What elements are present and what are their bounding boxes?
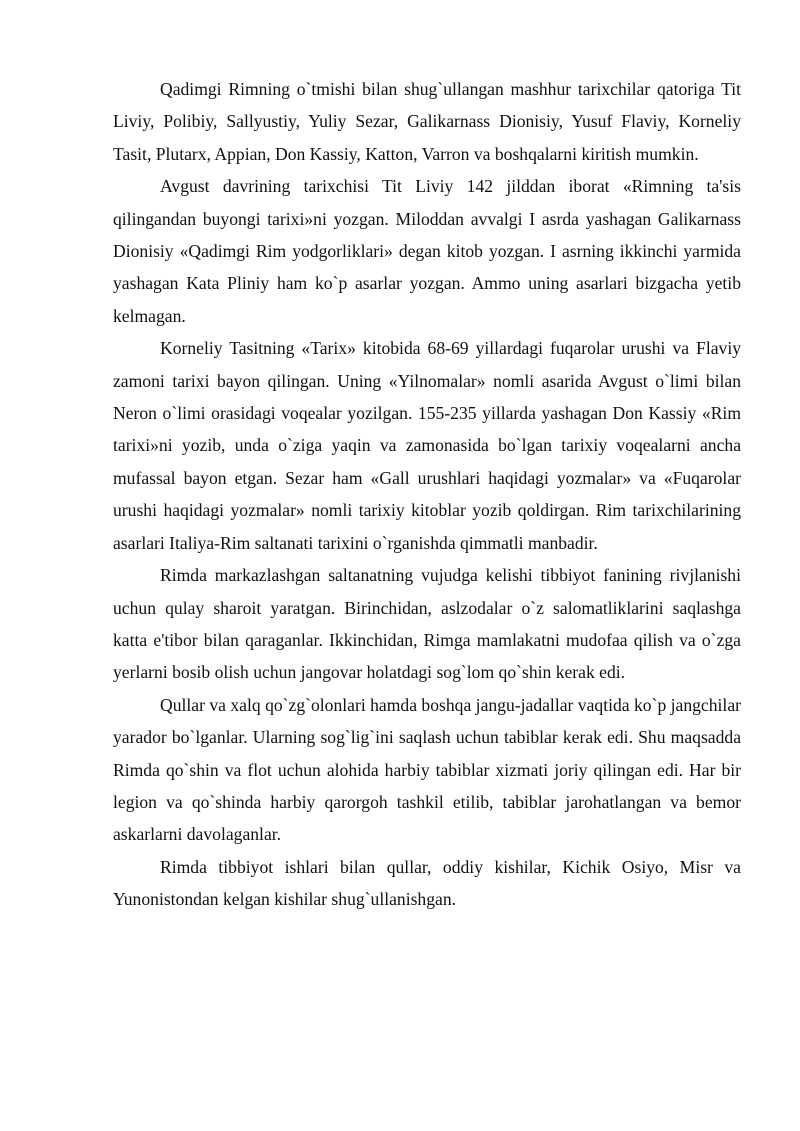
paragraph-6: Rimda tibbiyot ishlari bilan qullar, oddiy kishilar, Kichik Osiyo, Misr va Yunonistondan kelgan kishilar shug`ullanishgan. — [113, 856, 741, 910]
paragraph-5: Qullar va xalq qo`zg`olonlari hamda boshqa jangu-jadallar vaqtida ko`p jangchilar yarador bo`lganlar. Ularning sog`lig`ini saqlash uchun tabiblar kerak edi. Shu maqsadda Rimda qo`shin va flot uchun alohida harbiy tabiblar xizmati joriy qilingan edi. Har bir legion va qo`shinda harbiy qarorgoh tashkil etilib, tabiblar jarohatlangan va bemor askarlarni davolaganlar. — [113, 694, 741, 845]
document-page — [113, 73, 741, 916]
paragraph-4: Rimda markazlashgan saltanatning vujudga kelishi tibbiyot fanining rivjlanishi uchun qulay sharoit yaratgan. Birinchidan, aslzodalar o`z salomatliklarini saqlashga katta e'tibor bilan qaraganlar. Ikkinchidan, Rimga mamlakatni mudofaa qilish va o`zga yerlarni bosib olish uchun jangovar holatdagi sog`lom qo`shin kerak edi. — [113, 565, 741, 683]
paragraph-1: Qadimgi Rimning o`tmishi bilan shug`ullangan mashhur tarixchilar qatoriga Tit Liviy, Polibiy, Sallyustiy, Yuliy Sezar, Galikarnass Dionisiy, Yusuf Flaviy, Korneliy Tasit, Plutarx, Appian, Don Kassiy, Katton, Varron va boshqalarni kiritish mumkin. — [113, 79, 741, 164]
paragraph-3: Korneliy Tasitning «Tarix» kitobida 68-69 yillardagi fuqarolar urushi va Flaviy zamoni tarixi bayon qilingan. Uning «Yilnomalar» nomli asarida Avgust o`limi bilan Neron o`limi orasidagi voqealar yozilgan. 155-235 yillarda yashagan Don Kassiy «Rim tarixi»ni yozib, unda o`ziga yaqin va zamonasida bo`lgan tarixiy voqealarni ancha mufassal bayon etgan. Sezar ham «Gall urushlari haqidagi yozmalar» va «Fuqarolar urushi haqidagi yozmalar» nomli tarixiy kitoblar yozib qoldirgan. Rim tarixchilarining asarlari Italiya-Rim saltanati tarixini o`rganishda qimmatli manbadir. — [113, 338, 741, 553]
paragraph-2: Avgust davrining tarixchisi Tit Liviy 142 jilddan iborat «Rimning ta'sis qilingandan buyongi tarixi»ni yozgan. Miloddan avvalgi I asrda yashagan Galikarnass Dionisiy «Qadimgi Rim yodgorliklari» degan kitob yozgan. I asrning ikkinchi yarmida yashagan Kata Pliniy ham ko`p asarlar yozgan. Ammo uning asarlari bizgacha yetib kelmagan. — [113, 176, 741, 326]
